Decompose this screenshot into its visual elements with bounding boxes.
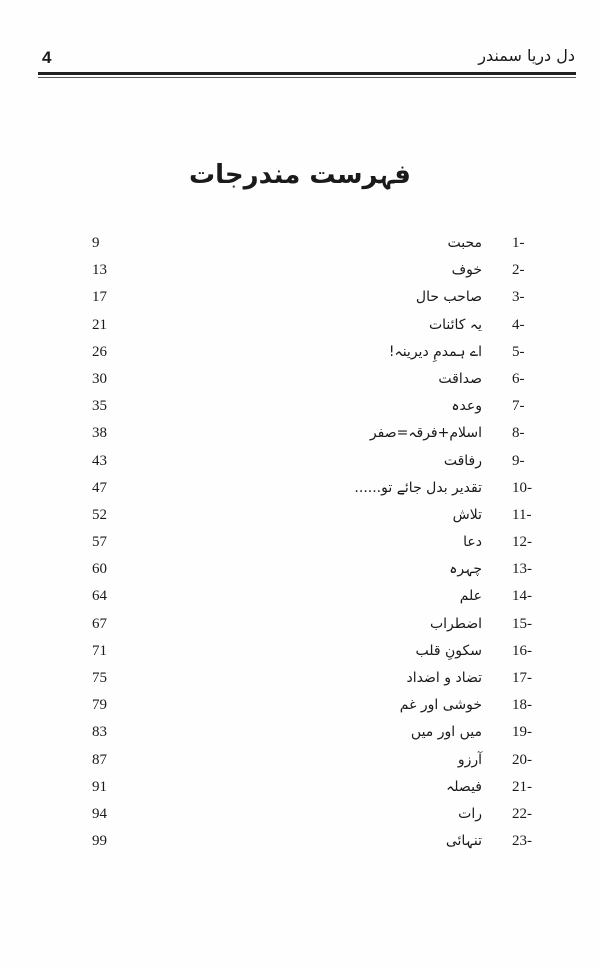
- toc-entry: [0, 830, 600, 857]
- toc-entry-number: 14-: [512, 588, 532, 605]
- toc-entry: [0, 558, 600, 585]
- toc-entry-page: 30: [92, 370, 107, 387]
- toc-entry-number: 11-: [512, 506, 532, 523]
- toc-entry-page: 21: [92, 316, 107, 333]
- toc-entry-title: میں اور میں: [410, 724, 482, 741]
- toc-entry-number: 16-: [512, 642, 532, 659]
- toc-entry-page: 35: [92, 398, 107, 415]
- toc-entry-title: تنہائی: [445, 833, 482, 850]
- toc-list: [0, 232, 600, 857]
- toc-entry-page: 9: [92, 235, 100, 251]
- toc-entry-number: 5-: [512, 343, 525, 360]
- toc-entry: [0, 749, 600, 776]
- toc-entry-page: 64: [92, 588, 107, 605]
- toc-entry-title: اضطراب: [429, 615, 482, 632]
- toc-entry: [0, 232, 600, 259]
- toc-entry-page: 79: [92, 697, 107, 714]
- toc-entry-title: محبت: [447, 235, 482, 251]
- toc-entry-number: 7-: [512, 398, 525, 415]
- toc-entry-number: 3-: [512, 289, 525, 306]
- toc-entry-title: سکونِ قلب: [415, 642, 482, 659]
- toc-entry-title: خوف: [451, 262, 482, 279]
- toc-entry-title: دعا: [463, 534, 482, 551]
- toc-entry-title: چہرہ: [449, 561, 482, 578]
- toc-entry: [0, 803, 600, 830]
- toc-entry: [0, 721, 600, 748]
- toc-entry-page: 71: [92, 642, 107, 659]
- toc-entry-title: یہ کائنات: [428, 316, 482, 333]
- toc-entry-number: 4-: [512, 316, 525, 333]
- toc-entry-page: 38: [92, 425, 107, 442]
- toc-entry-number: 2-: [512, 262, 525, 279]
- header-rule: [38, 72, 576, 75]
- toc-entry-page: 13: [92, 262, 107, 279]
- toc-heading: فہرست مندرجات: [189, 160, 411, 190]
- toc-entry-page: 87: [92, 751, 107, 768]
- toc-entry-page: 17: [92, 289, 107, 306]
- toc-entry-number: 15-: [512, 615, 532, 632]
- toc-entry: [0, 314, 600, 341]
- toc-entry-page: 57: [92, 534, 107, 551]
- toc-entry-title: فیصلہ: [446, 778, 482, 795]
- toc-entry: [0, 585, 600, 612]
- toc-entry: [0, 395, 600, 422]
- toc-entry: [0, 341, 600, 368]
- toc-entry-title: اے ہمدمِ دیرینہ!: [388, 343, 482, 360]
- toc-entry-number: 22-: [512, 805, 532, 822]
- toc-entry-page: 43: [92, 452, 107, 469]
- toc-entry-title: خوشی اور غم: [399, 697, 482, 714]
- page-number: 4: [42, 48, 52, 67]
- toc-entry-page: 52: [92, 506, 107, 523]
- toc-entry-page: 91: [92, 778, 107, 795]
- toc-entry-number: 21-: [512, 778, 532, 795]
- toc-entry-page: 67: [92, 615, 107, 632]
- toc-entry: [0, 694, 600, 721]
- toc-entry: [0, 422, 600, 449]
- header-rule-thin: [38, 77, 576, 78]
- toc-entry-number: 17-: [512, 670, 532, 686]
- toc-entry: [0, 613, 600, 640]
- toc-entry-page: 26: [92, 343, 107, 360]
- toc-entry-title: رفاقت: [443, 452, 482, 469]
- toc-entry-number: 1-: [512, 235, 525, 251]
- toc-entry: [0, 286, 600, 313]
- toc-entry: [0, 667, 600, 694]
- toc-entry: [0, 531, 600, 558]
- toc-entry-page: 94: [92, 805, 107, 822]
- toc-entry: [0, 776, 600, 803]
- toc-entry: [0, 368, 600, 395]
- toc-entry-title: تقدیر بدل جائے تو......: [354, 479, 482, 496]
- toc-entry-title: وعدہ: [451, 398, 482, 415]
- toc-entry-page: 75: [92, 670, 107, 686]
- toc-entry-number: 23-: [512, 833, 532, 850]
- toc-entry-number: 12-: [512, 534, 532, 551]
- toc-entry-page: 60: [92, 561, 107, 578]
- toc-entry-title: علم: [459, 588, 482, 605]
- toc-entry-number: 6-: [512, 370, 525, 387]
- toc-entry-title: تضاد و اضداد: [406, 670, 482, 686]
- toc-entry-number: 10-: [512, 479, 532, 496]
- toc-entry-title: تلاش: [452, 506, 482, 523]
- toc-entry-number: 8-: [512, 425, 525, 442]
- toc-entry-title: صاحب حال: [415, 289, 482, 306]
- toc-entry-page: 99: [92, 833, 107, 850]
- toc-entry-title: آرزو: [457, 751, 482, 768]
- toc-entry: [0, 450, 600, 477]
- toc-entry-page: 47: [92, 479, 107, 496]
- toc-entry: [0, 504, 600, 531]
- toc-entry-number: 9-: [512, 452, 525, 469]
- toc-entry-number: 19-: [512, 724, 532, 741]
- toc-entry-title: اسلام+فرقہ=صفر: [369, 425, 482, 442]
- running-book-title: دل دریا سمندر: [478, 46, 575, 65]
- toc-entry-title: رات: [458, 805, 482, 822]
- toc-entry-number: 13-: [512, 561, 532, 578]
- toc-entry: [0, 477, 600, 504]
- toc-entry: [0, 640, 600, 667]
- toc-entry: [0, 259, 600, 286]
- toc-entry-page: 83: [92, 724, 107, 741]
- toc-entry-title: صداقت: [438, 370, 482, 387]
- toc-entry-number: 20-: [512, 751, 532, 768]
- toc-entry-number: 18-: [512, 697, 532, 714]
